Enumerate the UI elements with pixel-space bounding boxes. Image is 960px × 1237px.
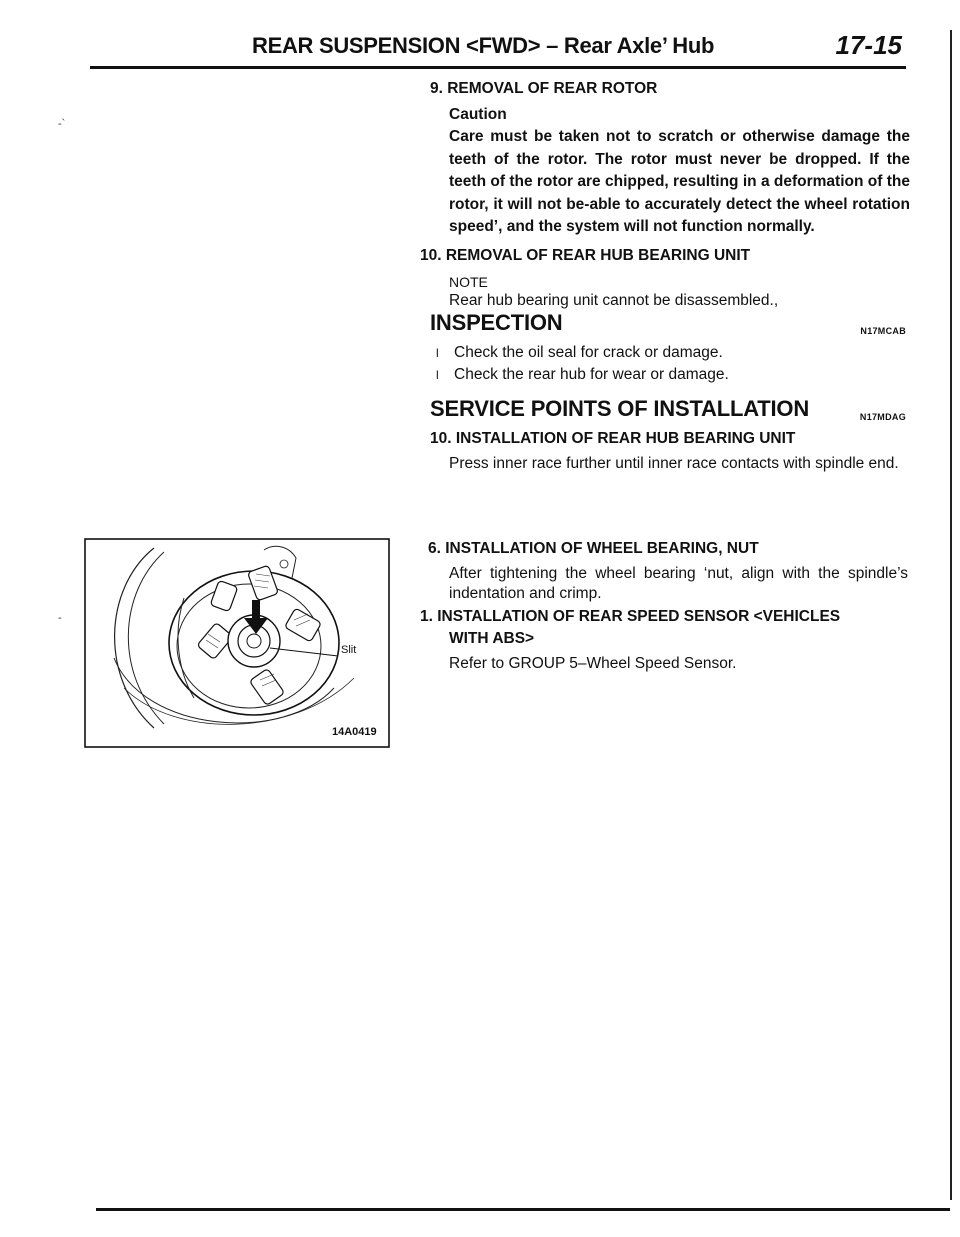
right-margin-rule [950,30,952,1200]
section-title: SERVICE POINTS OF INSTALLATION [430,396,810,421]
page-header [90,30,906,70]
caution-text: Care must be taken not to scratch or otherwise damage the teeth of the rotor. The rotor must never be dropped. If the teeth of the rotor are chipped, resulting in a deformation of the rotor, it will not be-able to accurately detect the wheel rotation speed’, and the system will not function normally. [449,128,910,235]
figure-callout-label: Slit [341,644,357,656]
bullet-icon: l [436,368,439,382]
rear-hub-illustration-icon [84,538,390,748]
caution-block [420,104,910,239]
page-number: 17-15 [835,30,902,60]
step-title: 9. REMOVAL OF REAR ROTOR [430,80,658,97]
step-title: 1. INSTALLATION OF REAR SPEED SENSOR <VEHICLES [420,608,841,625]
bottom-rule [96,1208,950,1211]
caution-label: Caution [449,106,507,123]
section-title: INSPECTION [430,310,563,335]
step-title: 10. INSTALLATION OF REAR HUB BEARING UNIT [430,430,796,447]
step-title: 6. INSTALLATION OF WHEEL BEARING, NUT [428,540,759,557]
installation-heading [430,396,906,426]
inspection-list [436,342,906,386]
note-text: Rear hub bearing unit cannot be disassembled., [449,291,779,309]
removal-steps [420,78,910,311]
header-rule [90,66,906,69]
step-title: 10. REMOVAL OF REAR HUB BEARING UNIT [420,246,751,264]
page-title: REAR SUSPENSION <FWD> – Rear Axle’ Hub [252,33,715,58]
list-item: l Check the rear hub for wear or damage. [436,364,906,386]
note-label: NOTE [449,273,488,290]
scan-mark: -` [58,118,66,130]
step-title-cont: WITH ABS> [449,630,535,647]
figure-code: 14A0419 [332,726,377,738]
install-step-6 [420,538,908,604]
step-text: Refer to GROUP 5–Wheel Speed Sensor. [449,655,737,672]
install-step-1 [420,606,908,674]
step-text: After tightening the wheel bearing ‘nut, align with the spindle’s indentation and crimp. [449,565,908,602]
note-block [420,273,910,311]
inspection-heading [430,310,906,340]
scan-mark: - [58,612,62,624]
section-code: N17MDAG [859,412,906,422]
rear-hub-figure [84,538,390,748]
section-code: N17MCAB [860,326,906,336]
step-text: Press inner race further until inner race contacts with spindle end. [449,455,899,472]
install-step-10 [420,428,908,474]
bullet-icon: l [436,346,439,360]
list-item: l Check the oil seal for crack or damage. [436,342,906,364]
